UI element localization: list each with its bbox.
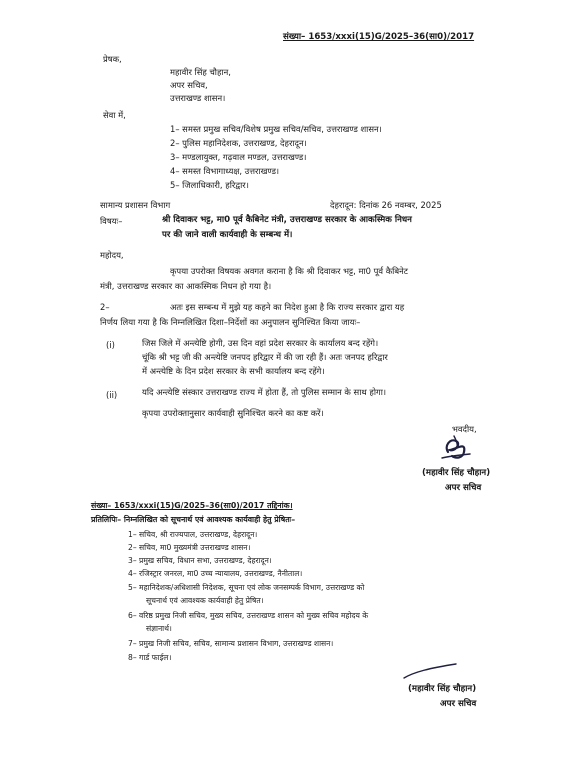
copy-intro: प्रतिलिपिः– निम्नलिखित को सूचनार्थ एवं आवश्यक कार्यवाही हेतु प्रेषितः– [91, 515, 296, 524]
department-name: सामान्य प्रशासन विभाग [100, 200, 171, 210]
recipient-item: 2– पुलिस महानिदेशक, उत्तराखण्ड, देहरादून। [170, 138, 307, 148]
recipient-item: 4– समस्त विभागाध्यक्ष, उत्तराखण्ड। [170, 166, 280, 176]
para-2-number: 2– [100, 302, 110, 312]
copy-item-continued: सूचनार्थ एवं आवश्यक कार्यवाही हेतु प्रेषित। [146, 596, 264, 605]
item-2-line-1: यदि अन्त्येष्टि संस्कार उत्तराखण्ड राज्य में होता हैं, तो पुलिस सम्मान के साथ होगा। [142, 387, 387, 397]
subject-line-1: श्री दिवाकर भट्ट, मा0 पूर्व कैबिनेट मंत्री, उत्तराखण्ड सरकार के आकस्मिक निधन [162, 215, 412, 225]
handwritten-signature-icon [436, 432, 476, 466]
signatory-2-name: (महावीर सिंह चौहान) [408, 684, 477, 694]
subject-line-2: पर की जाने वाली कार्यवाही के सम्बन्ध में। [162, 230, 293, 240]
valediction: भवदीय, [452, 424, 477, 434]
item-1-line-2: चूंकि श्री भट्ट जी की अन्त्येष्टि जनपद हरिद्वार में की जा रही हैं। अतः जनपद हरिद्वार [142, 352, 388, 362]
sender-org: उत्तराखण्ड शासन। [170, 93, 226, 103]
para-2-line-2: निर्णय लिया गया है कि निम्नलिखित दिशा–निर्देशों का अनुपालन सुनिश्चित किया जायः– [100, 317, 361, 327]
recipient-item: 5– जिलाधिकारी, हरिद्वार। [170, 180, 249, 190]
sender-label: प्रेषक, [103, 54, 122, 64]
copy-item: 7– प्रमुख निजी सचिव, सचिव, सामान्य प्रशासन विभाग, उत्तराखण्ड शासन। [128, 639, 334, 648]
copy-ref-line: संख्या– 1653/xxxi(15)G/2025–36(सा0)/2017 तद्दिनांक। [91, 501, 293, 510]
para-2-line-1: अतः इस सम्बन्ध में मुझे यह कहने का निदेश हुआ है कि राज्य सरकार द्वारा यह [170, 302, 405, 312]
para-1-line-2: मंत्री, उत्तराखण्ड सरकार का आकस्मिक निधन हो गया है। [100, 281, 272, 291]
signatory-1-name: (महावीर सिंह चौहान) [422, 468, 491, 478]
recipients-label: सेवा में, [103, 110, 126, 120]
sender-name: महावीर सिंह चौहान, [170, 67, 231, 77]
closing-request: कृपया उपरोक्तानुसार कार्यवाही सुनिश्चित करने का कष्ट करें। [142, 408, 324, 418]
recipient-item: 3– मण्डलायुक्त, गढ़वाल मण्डल, उत्तराखण्ड। [170, 152, 307, 162]
copy-item: 8– गार्ड फाईल। [128, 653, 172, 662]
copy-item: 3– प्रमुख सचिव, विधान सभा, उत्तराखण्ड, देहरादून। [128, 556, 272, 565]
salutation: महोदय, [100, 250, 124, 260]
copy-item: 4– रजिस्ट्रार जनरल, मा0 उच्च न्यायालय, उत्तराखण्ड, नैनीताल। [128, 569, 303, 578]
signatory-2-designation: अपर सचिव [440, 699, 477, 709]
header-ref-number: संख्या– 1653/xxxi(15)G/2025–36(सा0)/2017 [283, 32, 475, 42]
place-date: देहरादून: दिनांक 26 नवम्बर, 2025 [330, 200, 442, 210]
copy-item: 1– सचिव, श्री राज्यपाल, उत्तराखण्ड, देहरादून। [128, 530, 258, 539]
para-1-line-1: कृपया उपरोक्त विषयक अवगत कराना है कि श्री दिवाकर भट्ट, मा0 पूर्व कैबिनेट [170, 266, 408, 276]
item-1-line-3: में अन्त्येष्टि के दिन प्रदेश सरकार के सभी कार्यालय बन्द रहेंगे। [142, 366, 325, 376]
subject-label: विषयः– [100, 216, 123, 226]
sender-designation: अपर सचिव, [170, 80, 208, 90]
signatory-1-designation: अपर सचिव [445, 483, 482, 493]
recipient-item: 1– समस्त प्रमुख सचिव/विशेष प्रमुख सचिव/सचिव, उत्तराखण्ड शासन। [170, 124, 382, 134]
copy-item: 2– सचिव, मा0 मुख्यमंत्री उत्तराखण्ड शासन। [128, 543, 251, 552]
item-1-number: (i) [106, 340, 115, 350]
item-2-number: (ii) [106, 390, 118, 400]
signature-stroke-icon [400, 660, 460, 682]
copy-item: 5– महानिदेशक/अधिशासी निदेशक, सूचना एवं लोक जनसम्पर्क विभाग, उत्तराखण्ड को [128, 583, 365, 592]
copy-item: 6– वरिष्ठ प्रमुख निजी सचिव, मुख्य सचिव, उत्तराखण्ड शासन को मुख्य सचिव महोदय के [128, 611, 369, 620]
item-1-line-1: जिस जिले में अन्त्येष्टि होगी, उस दिन वहां प्रदेश सरकार के कार्यालय बन्द रहेंगे। [142, 338, 379, 348]
copy-item-continued: संज्ञानार्थ। [146, 624, 172, 633]
